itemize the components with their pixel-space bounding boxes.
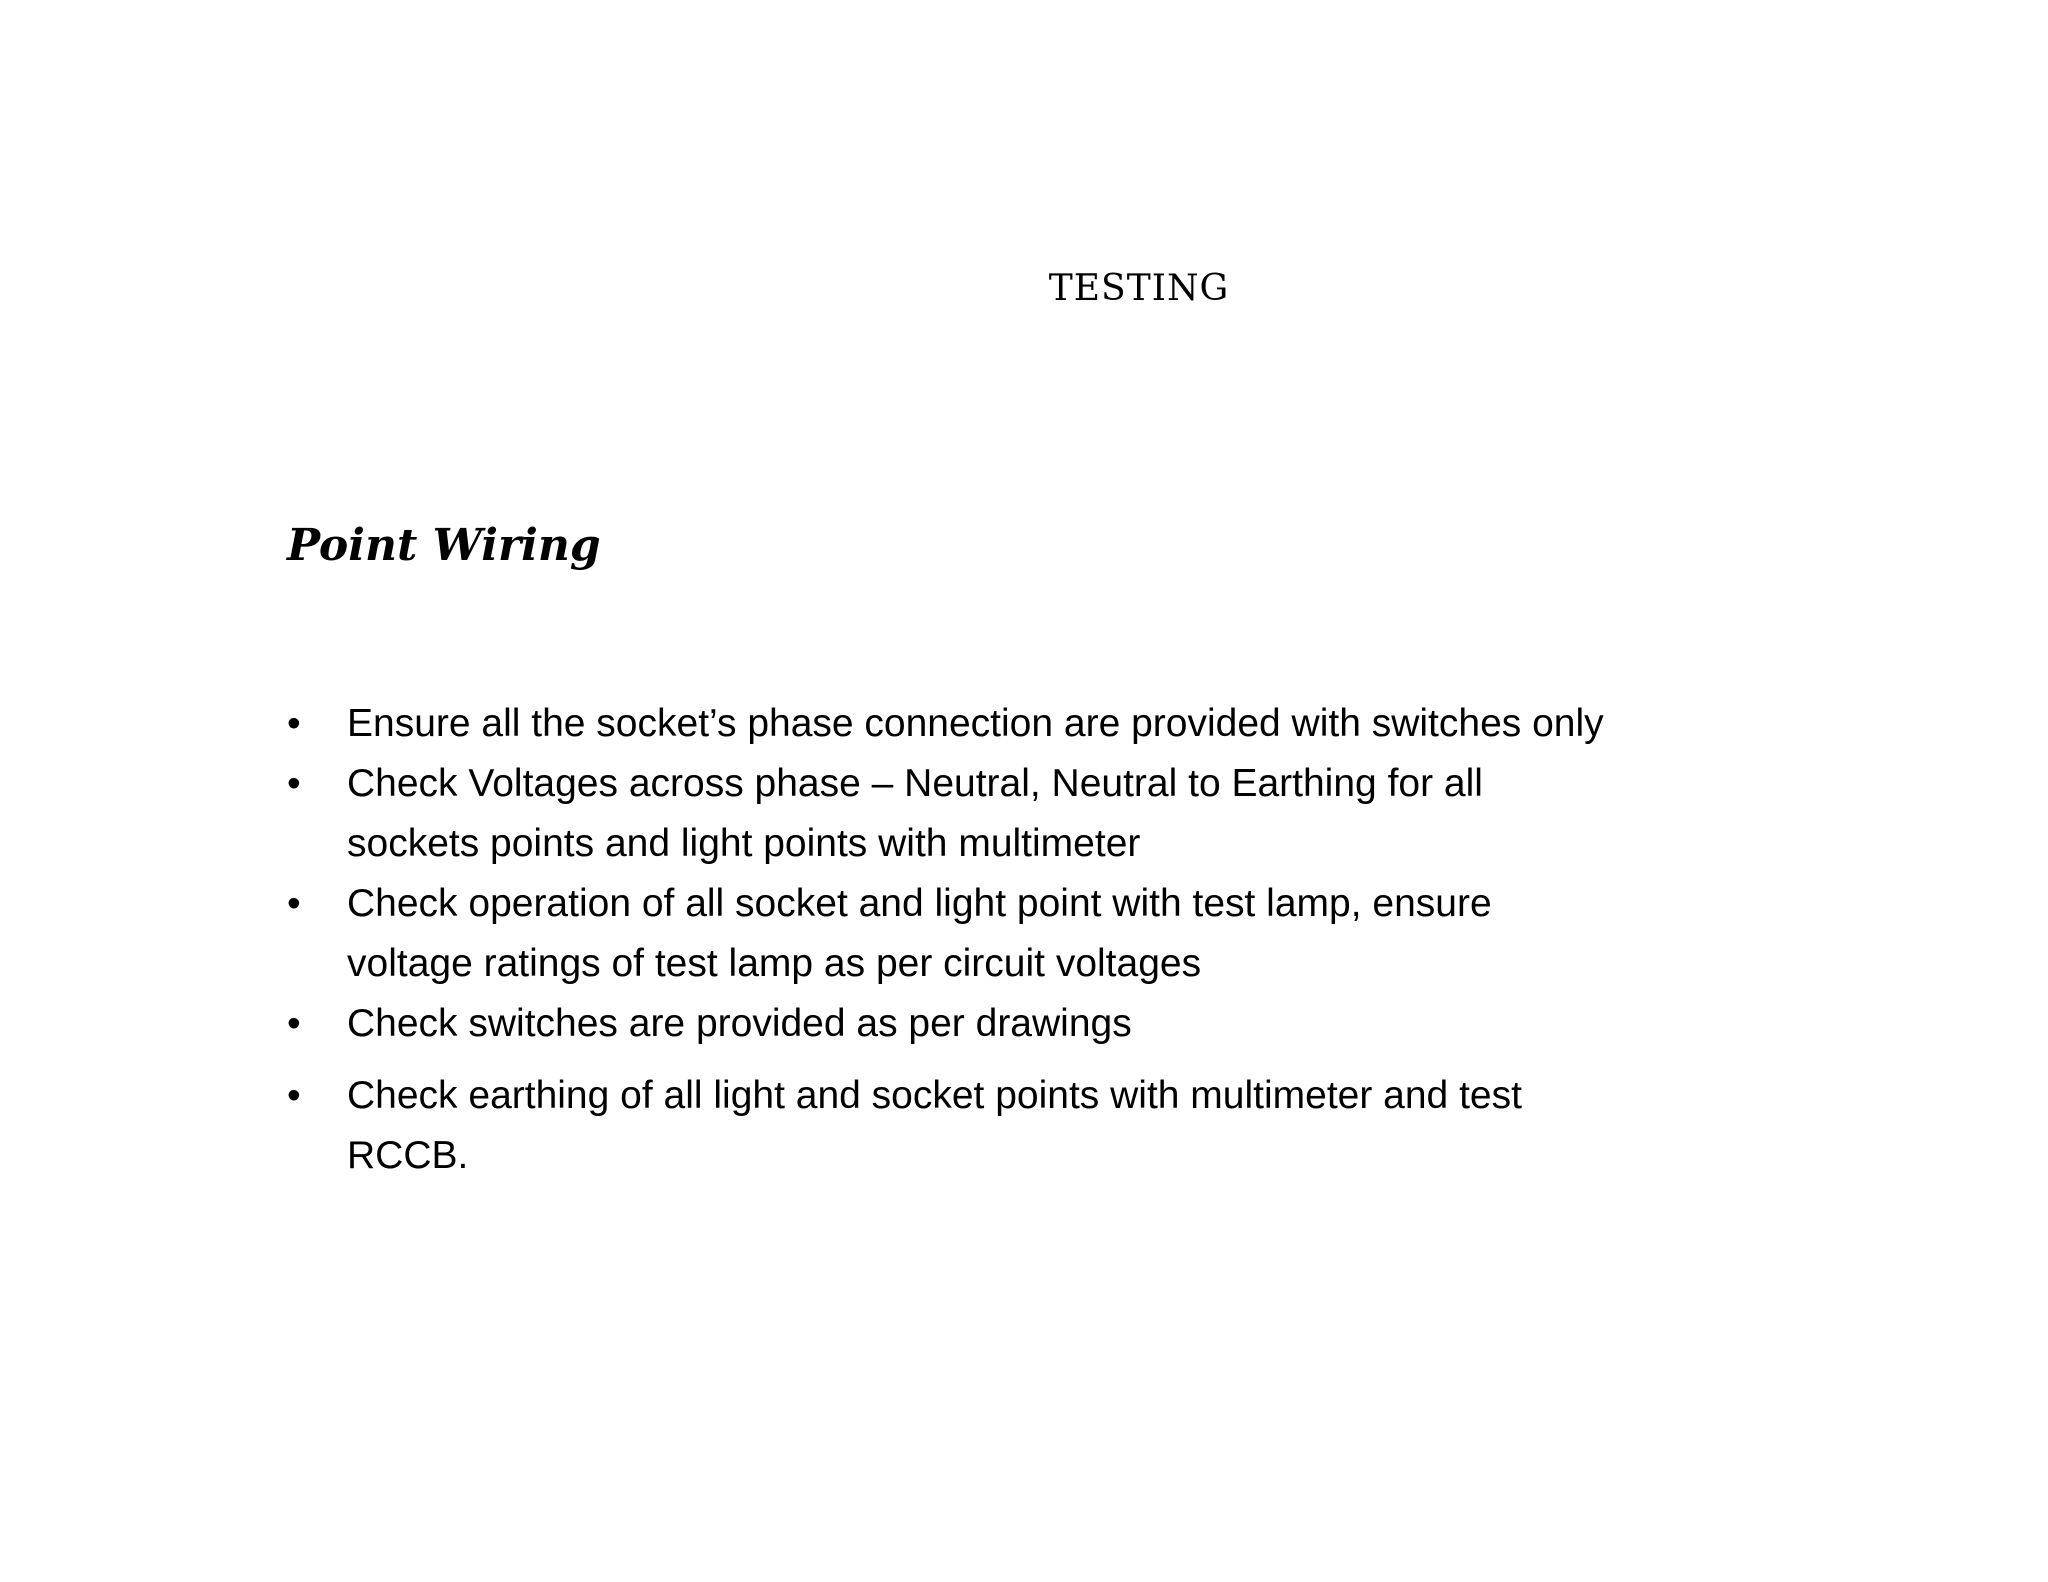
bullet-icon: • bbox=[287, 1074, 301, 1117]
list-item-text: Check switches are provided as per drawings bbox=[347, 1002, 1132, 1045]
page-title: TESTING bbox=[1048, 268, 1230, 309]
list-item bbox=[287, 874, 1787, 994]
bullet-icon: • bbox=[287, 1002, 301, 1045]
section-heading: Point Wiring bbox=[287, 520, 601, 571]
bullet-icon: • bbox=[287, 762, 301, 805]
list-item bbox=[287, 994, 1787, 1054]
list-item bbox=[287, 1066, 1787, 1186]
list-item-text: Check earthing of all light and socket points with multimeter and test bbox=[347, 1074, 1522, 1117]
list-item bbox=[287, 694, 1787, 754]
list-item-text: Check operation of all socket and light point with test lamp, ensure bbox=[347, 882, 1492, 925]
list-item-text: RCCB. bbox=[347, 1134, 469, 1177]
list-item bbox=[287, 754, 1787, 874]
list-item-text: voltage ratings of test lamp as per circuit voltages bbox=[347, 942, 1202, 985]
list-item-text: Ensure all the socket’s phase connection are provided with switches only bbox=[347, 702, 1604, 745]
bullet-icon: • bbox=[287, 702, 301, 745]
bullet-list bbox=[287, 694, 1787, 1186]
list-item-text: sockets points and light points with multimeter bbox=[347, 822, 1141, 865]
bullet-icon: • bbox=[287, 882, 301, 925]
list-item-text: Check Voltages across phase – Neutral, Neutral to Earthing for all bbox=[347, 762, 1483, 805]
